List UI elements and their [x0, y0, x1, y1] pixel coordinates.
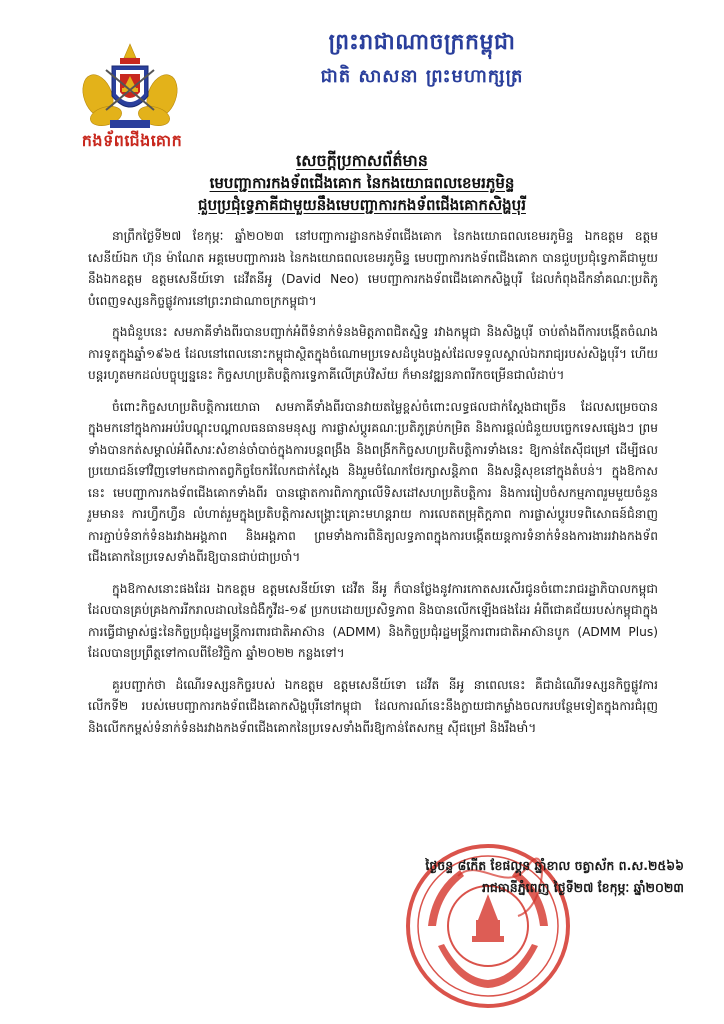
paragraph: នាព្រឹកថ្ងៃទី២៧ ខែកុម្ភៈ ឆ្នាំ២០២៣ នៅបញ្ជាការដ្ឋានកងទ័ពជើងគោក នៃកងយោធពលខេមរភូមិន្ទ ឯកឧត្តម ឧត្តមសេនីយ៍ឯក ហ៊ុន ម៉ាណែត អគ្គមេបញ្ជាការរង នៃកងយោធពលខេមរភូមិន្ទ មេបញ្ជាការកងទ័ពជើងគោក បានជួបប្រជុំទ្វេភាគីជាមួយនឹងឯកឧត្តម ឧត្តមសេនីយ៍ទោ ដេវីតនីអូ (David Neo) មេបញ្ជាការកងទ័ពជើងគោកសិង្ហបុរី ដែលកំពុងដឹកនាំគណៈប្រតិភូបំពេញទស្សនកិច្ចផ្លូវការនៅព្រះរាជាណាចក្រកម្ពុជា។ — [88, 229, 658, 308]
unit-name: កងទ័ពជើងគោក — [81, 131, 183, 150]
paragraph: ក្នុងជំនួបនេះ សមភាគីទាំងពីរបានបញ្ជាក់អំពីទំនាក់ទំនងមិត្តភាពជិតស្និទ្ធ រវាងកម្ពុជា និងសិង្ហបុរី ចាប់តាំងពីការបង្កើតចំណងការទូតក្នុងឆ្នាំ១៩៦៥ ដែលនៅពេលនោះកម្ពុជាស្ថិតក្នុងចំណោមប្រទេសដំបូងបង្អស់ដែលទទួលស្គាល់ឯករាជ្យរបស់សិង្ហបុរី។ ហើយបន្តរហូតមកដល់បច្ចុប្បន្ននេះ កិច្ចសហប្រតិបត្តិការទ្វេភាគីលើគ្រប់វិស័យ ក៏មានវឌ្ឍនភាពរីកចម្រើនជាលំដាប់។ — [88, 325, 658, 382]
press-release-body — [88, 226, 658, 749]
date-block — [374, 855, 684, 899]
lunar-date: ថ្ងៃចន្ទ ៨កើត ខែផល្គុន ឆ្នាំខាល ចត្វាស័ក ព.ស.២៥៦៦ — [425, 858, 684, 873]
kingdom-title: ព្រះរាជាណាចក្រកម្ពុជា — [328, 30, 516, 55]
paragraph: ក្នុងឱកាសនោះផងដែរ ឯកឧត្តម ឧត្តមសេនីយ៍ទោ ដេវីត នីអូ ក៏បានថ្លែងនូវការកោតសរសើរជូនចំពោះរាជរដ្ឋាភិបាលកម្ពុជា ដែលបានគ្រប់គ្រងការរីករាលដាលនៃជំងឺកូវីដ-១៩ ប្រកបដោយប្រសិទ្ធភាព និងបានលើកឡើងផងដែរ អំពីជោគជ័យរបស់កម្ពុជាក្នុងការធ្វើជាម្ចាស់ផ្ទះនៃកិច្ចប្រជុំរដ្ឋមន្ត្រីការពារជាតិអាស៊ាន (ADMM) និងកិច្ចប្រជុំរដ្ឋមន្ត្រីការពារជាតិអាស៊ានបូក (ADMM Plus) ដែលបានប្រព្រឹត្តទៅកាលពីខែវិច្ឆិកា ឆ្នាំ២០២២ កន្លងទៅ។ — [88, 581, 658, 660]
place-date: រាជធានីភ្នំពេញ ថ្ងៃទី២៧ ខែកុម្ភៈ ឆ្នាំ២០២៣ — [482, 880, 684, 895]
press-release-subtitle-2: ជួបប្រជុំទ្វេភាគីជាមួយនឹងមេបញ្ជាការកងទ័ពជើងគោកសិង្ហបុរី — [198, 196, 526, 214]
army-emblem-icon — [76, 40, 184, 132]
kingdom-motto: ជាតិ សាសនា ព្រះមហាក្សត្រ — [320, 66, 524, 87]
press-release-subtitle: មេបញ្ជាការកងទ័ពជើងគោក នៃកងយោធពលខេមរភូមិន្ទ — [209, 174, 515, 192]
paragraph: ចំពោះកិច្ចសហប្រតិបត្តិការយោធា សមភាគីទាំងពីរបានវាយតម្លៃខ្ពស់ចំពោះលទ្ធផលជាក់ស្តែងជាច្រើន ដែលសម្រេចបានក្នុងមកនៅក្នុងការអប់រំបណ្តុះបណ្តាលធនធានមនុស្ស ការផ្លាស់ប្តូរគណៈប្រតិភូគ្រប់កម្រិត និងការផ្តល់ជំនួយបច្ចេកទេសផ្សេងៗ ព្រមទាំងបានកត់សម្គាល់អំពីសារៈសំខាន់ចាំបាច់ក្នុងការបន្តពង្រឹង និងពង្រីកកិច្ចសហប្រតិបត្តិការទាំងនេះ ឱ្យកាន់តែស៊ីជម្រៅ ដើម្បីផលប្រយោជន៍ទៅវិញទៅមកជាកាតព្វកិច្ចចែករំលែកជាក់ស្តែង និងរួមចំណែកថែរក្សាសន្តិភាព និងសន្តិសុខនៅក្នុងតំបន់។ ក្នុងឱកាសនេះ មេបញ្ជាការកងទ័ពជើងគោកទាំងពីរ បានផ្តោតការពិភាក្សាលើទិសដៅសហប្រតិបត្តិការ និងការរៀបចំសកម្មភាពរួមមួយចំនួន រួមមាន៖ ការហ្វឹកហ្វឺន លំហាត់រួមក្នុងប្រតិបត្តិការសង្គ្រោះគ្រោះមហន្តរាយ ការលេតតម្រុតិក្តភាព ការផ្លាស់ប្តូរបទពិសោធន៍ជំនាញ ការភ្ជាប់ទំនាក់ទំនងរវាងអង្គភាព និងអង្គភាព ព្រមទាំងការពិនិត្យលទ្ធភាពក្នុងការបង្កើតយន្តការទំនាក់ទំនងការងាររវាងកងទ័ពជើងគោកនៃប្រទេសទាំងពីរឱ្យបានជាប់ជាប្រចាំ។ — [88, 399, 658, 564]
press-release-title: សេចក្តីប្រកាសព័ត៌មាន — [296, 151, 428, 170]
paragraph: គួរបញ្ជាក់ថា ដំណើរទស្សនកិច្ចរបស់ ឯកឧត្តម ឧត្តមសេនីយ៍ទោ ដេវីត នីអូ នាពេលនេះ គឺជាដំណើរទស្សនកិច្ចផ្លូវការលើកទី២ របស់មេបញ្ជាការកងទ័ពជើងគោកសិង្ហបុរីនៅកម្ពុជា ដែលការណ៍នេះនឹងក្លាយជាកម្លាំងចលករបន្ថែមទៀតក្នុងការជំរុញ និងលើកកម្ពស់ទំនាក់ទំនងរវាងកងទ័ពជើងគោកនៃប្រទេសទាំងពីរឱ្យកាន់តែសកម្ម ស៊ីជម្រៅ និងរឹងមាំ។ — [88, 677, 658, 735]
